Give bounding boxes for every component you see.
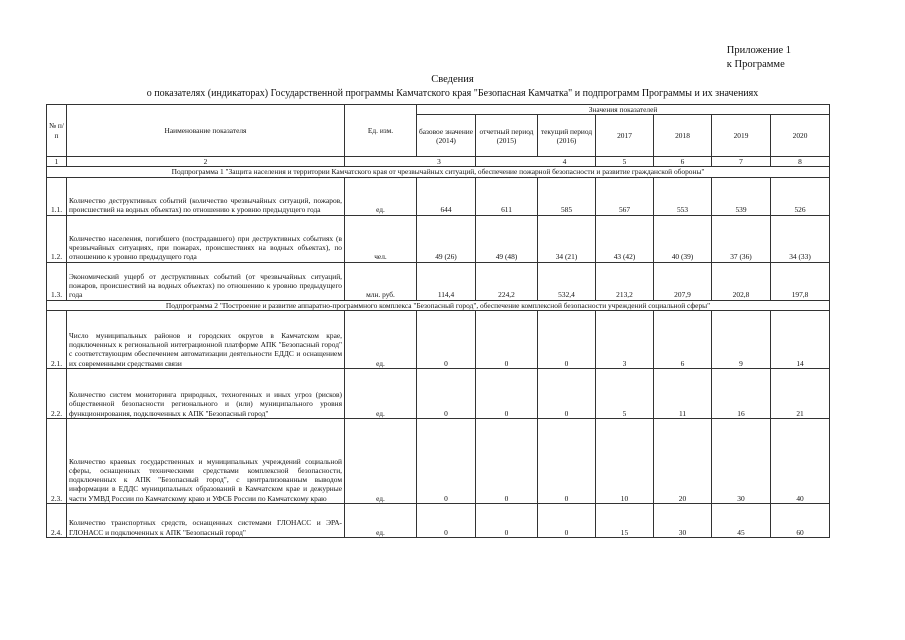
table-row xyxy=(47,262,830,300)
header-name: Наименование показателя xyxy=(67,105,345,157)
value-current: 532,4 xyxy=(538,262,596,300)
value-2017: 43 (42) xyxy=(596,215,654,262)
value-report: 0 xyxy=(476,368,538,418)
indicator-name: Количество систем мониторинга природных, техногенных и иных угроз (рисков) общественной безопасности регионального и (или) муниципального уровня функционирования, подключенных к АПК "Безопасный город" xyxy=(67,368,345,418)
indicator-name: Количество транспортных средств, оснащенных системами ГЛОНАСС и ЭРА-ГЛОНАСС и подключенных к АПК "Безопасный город" xyxy=(67,503,345,537)
header-base: базовое значение (2014) xyxy=(417,115,476,157)
value-2020: 197,8 xyxy=(771,262,830,300)
value-current: 585 xyxy=(538,177,596,215)
appendix-note xyxy=(727,44,791,72)
value-base: 0 xyxy=(417,310,476,368)
indicator-name: Количество краевых государственных и муниципальных учреждений социальной сферы, оснащенных техническими средствами комплексной безопасности, подключенных к АПК "Безопасный город", с централизованным выводом информации в ЕДДС муниципальных образований в Камчатском крае и дежурные части УМВД России по Камчатскому краю и УФСБ России по Камчатскому краю xyxy=(67,418,345,503)
header-values-group: Значения показателей xyxy=(417,105,830,115)
index-cell: 6 xyxy=(654,157,712,167)
value-current: 34 (21) xyxy=(538,215,596,262)
header-2018: 2018 xyxy=(654,115,712,157)
value-2017: 15 xyxy=(596,503,654,537)
value-2018: 20 xyxy=(654,418,712,503)
row-number: 2.2. xyxy=(47,368,67,418)
value-report: 0 xyxy=(476,418,538,503)
table-row xyxy=(47,503,830,537)
indicator-name: Количество деструктивных событий (количество чрезвычайных ситуаций, пожаров, происшествий на водных объектах) по отношению к уровню предыдущего года xyxy=(67,177,345,215)
value-2020: 60 xyxy=(771,503,830,537)
index-cell: 3 xyxy=(345,157,476,167)
indicator-name: Число муниципальных районов и городских округов в Камчатском крае, подключенных к региональной интеграционной платформе АПК "Безопасный город" с соответствующим обеспечением автоматизации деятельности ЕДДС и оснащением их современными средствами связи xyxy=(67,310,345,368)
value-2020: 34 (33) xyxy=(771,215,830,262)
value-current: 0 xyxy=(538,310,596,368)
value-2020: 21 xyxy=(771,368,830,418)
indicator-unit: ед. xyxy=(345,310,417,368)
value-base: 49 (26) xyxy=(417,215,476,262)
indicator-unit: ед. xyxy=(345,418,417,503)
header-no: № п/п xyxy=(47,105,67,157)
value-current: 0 xyxy=(538,503,596,537)
column-index-row xyxy=(47,157,830,167)
row-number: 1.2. xyxy=(47,215,67,262)
indicator-name: Количество населения, погибшего (пострадавшего) при деструктивных событиях (в чрезвычайных ситуациях, при пожарах, происшествиях на водных объектах), по отношению к уровню предыдущего года xyxy=(67,215,345,262)
header-report: отчетный период (2015) xyxy=(476,115,538,157)
value-report: 49 (48) xyxy=(476,215,538,262)
value-current: 0 xyxy=(538,368,596,418)
indicator-unit: ед. xyxy=(345,503,417,537)
value-2017: 5 xyxy=(596,368,654,418)
value-base: 114,4 xyxy=(417,262,476,300)
value-2019: 16 xyxy=(712,368,771,418)
row-number: 1.3. xyxy=(47,262,67,300)
indicator-unit: ед. xyxy=(345,177,417,215)
header-2017: 2017 xyxy=(596,115,654,157)
value-2017: 3 xyxy=(596,310,654,368)
value-2020: 40 xyxy=(771,418,830,503)
value-base: 644 xyxy=(417,177,476,215)
indicator-unit: млн. руб. xyxy=(345,262,417,300)
indicator-unit: чел. xyxy=(345,215,417,262)
index-cell: 8 xyxy=(771,157,830,167)
document-subtitle: о показателях (индикаторах) Государственной программы Камчатского края "Безопасная Камчатка" и подпрограмм Программы и их значениях xyxy=(146,88,759,99)
value-2019: 202,8 xyxy=(712,262,771,300)
value-2018: 11 xyxy=(654,368,712,418)
value-2018: 40 (39) xyxy=(654,215,712,262)
header-current: текущий период (2016) xyxy=(538,115,596,157)
indicators-table xyxy=(46,104,830,538)
appendix-line-1: Приложение 1 xyxy=(726,45,791,56)
document-title: Сведения xyxy=(431,74,474,85)
value-2019: 37 (36) xyxy=(712,215,771,262)
index-cell: 7 xyxy=(712,157,771,167)
value-base: 0 xyxy=(417,418,476,503)
subprogram-1-title: Подпрограмма 1 "Защита населения и территории Камчатского края от чрезвычайных ситуаций, обеспечение пожарной безопасности и развитие гражданской обороны" xyxy=(47,167,830,177)
value-current: 0 xyxy=(538,418,596,503)
header-unit: Ед. изм. xyxy=(345,105,417,157)
table-row xyxy=(47,215,830,262)
table-row xyxy=(47,418,830,503)
value-2017: 10 xyxy=(596,418,654,503)
value-2019: 539 xyxy=(712,177,771,215)
value-report: 224,2 xyxy=(476,262,538,300)
value-report: 0 xyxy=(476,503,538,537)
appendix-line-2: к Программе xyxy=(726,59,785,70)
value-2018: 30 xyxy=(654,503,712,537)
header-2019: 2019 xyxy=(712,115,771,157)
indicator-name: Экономический ущерб от деструктивных событий (от чрезвычайных ситуаций, пожаров, происшествий на водных объектах) по отношению к уровню предыдущего года xyxy=(67,262,345,300)
value-report: 0 xyxy=(476,310,538,368)
index-cell: 5 xyxy=(596,157,654,167)
value-2018: 207,9 xyxy=(654,262,712,300)
value-2019: 9 xyxy=(712,310,771,368)
row-number: 1.1. xyxy=(47,177,67,215)
row-number: 2.1. xyxy=(47,310,67,368)
value-2018: 6 xyxy=(654,310,712,368)
value-2019: 30 xyxy=(712,418,771,503)
row-number: 2.3. xyxy=(47,418,67,503)
value-2017: 567 xyxy=(596,177,654,215)
table-row xyxy=(47,310,830,368)
subprogram-2-title: Подпрограмма 2 "Построение и развитие аппаратно-программного комплекса "Безопасный город", обеспечение комплексной безопасности учреждений социальной сферы" xyxy=(47,300,830,310)
value-base: 0 xyxy=(417,503,476,537)
header-2020: 2020 xyxy=(771,115,830,157)
indicator-unit: ед. xyxy=(345,368,417,418)
value-2017: 213,2 xyxy=(596,262,654,300)
index-cell: 1 xyxy=(47,157,67,167)
index-cell: 4 xyxy=(476,157,596,167)
value-2020: 14 xyxy=(771,310,830,368)
value-2018: 553 xyxy=(654,177,712,215)
index-cell: 2 xyxy=(67,157,345,167)
value-2019: 45 xyxy=(712,503,771,537)
value-report: 611 xyxy=(476,177,538,215)
value-2020: 526 xyxy=(771,177,830,215)
table-row xyxy=(47,368,830,418)
table-row xyxy=(47,177,830,215)
row-number: 2.4. xyxy=(47,503,67,537)
value-base: 0 xyxy=(417,368,476,418)
